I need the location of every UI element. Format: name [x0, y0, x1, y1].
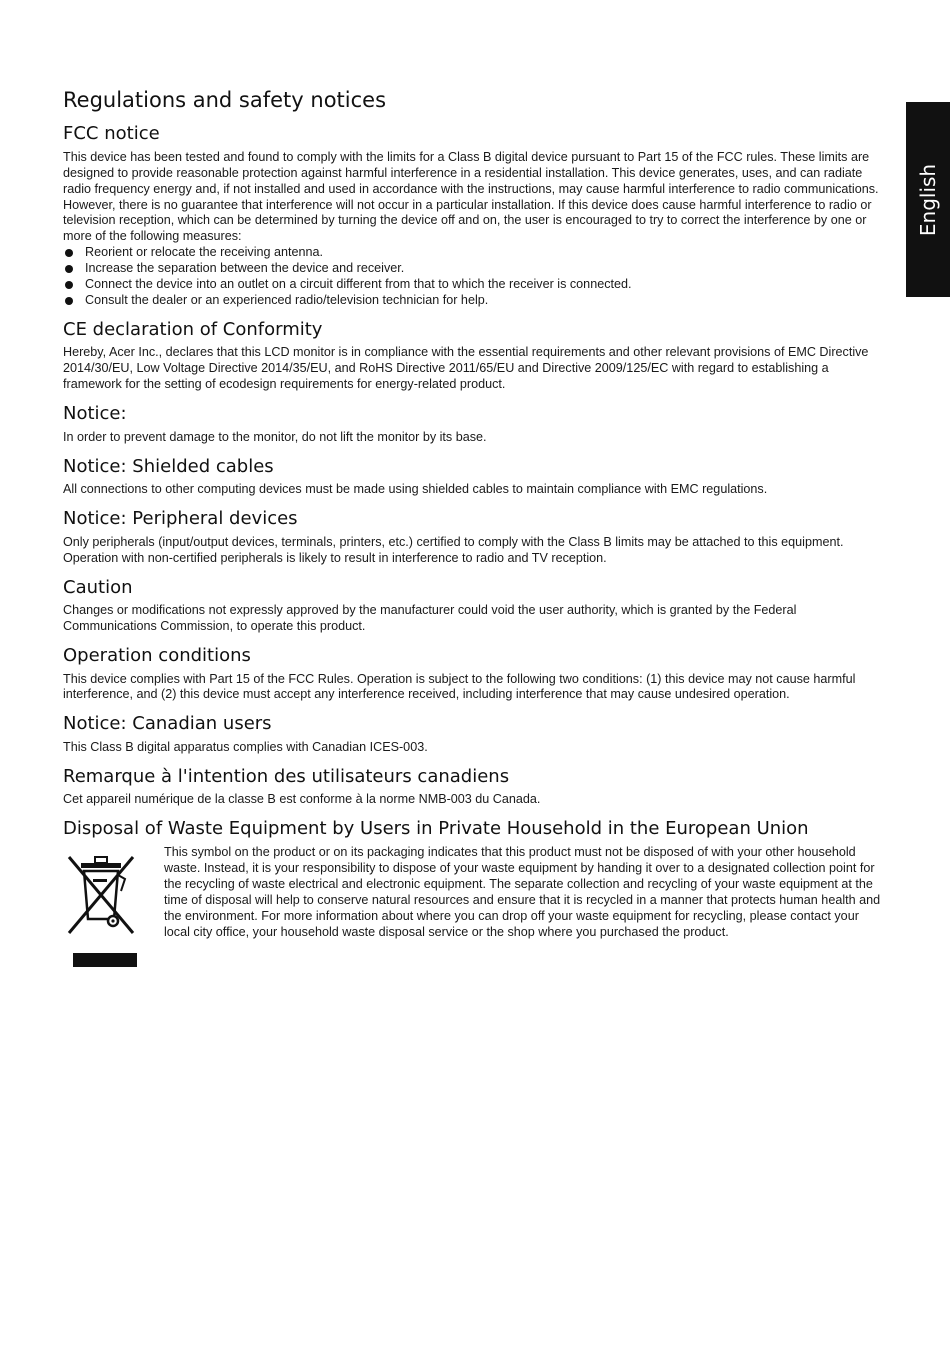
language-tab	[906, 102, 950, 297]
list-item-text: Reorient or relocate the receiving antenna.	[85, 245, 324, 260]
fcc-paragraph-2: However, there is no guarantee that interference will not occur in a particular installation. If this device does cause harmful interference to radio or television reception, which can be determined by turning the device off and on, the user is encouraged to try to correct the interference by one or more of the following measures:	[63, 197, 872, 244]
caution-heading: Caution	[63, 576, 133, 598]
operation-conditions-heading: Operation conditions	[63, 644, 251, 666]
remarque-heading: Remarque à l'intention des utilisateurs canadiens	[63, 765, 510, 787]
list-item	[63, 245, 885, 261]
bullet-icon	[65, 281, 73, 289]
shielded-cables-heading: Notice: Shielded cables	[63, 455, 274, 477]
peripheral-devices-text: Only peripherals (input/output devices, terminals, printers, etc.) certified to comply with the Class B limits may be attached to this equipment. Operation with non-certified peripherals is likely to result in interference to radio and TV reception.	[63, 534, 844, 565]
caution-text: Changes or modifications not expressly approved by the manufacturer could void the user authority, which is granted by the Federal Communications Commission, to operate this product.	[63, 603, 797, 634]
fcc-section	[63, 123, 885, 309]
remarque-section	[63, 766, 885, 809]
document-page	[63, 88, 885, 983]
list-item	[63, 293, 885, 309]
disposal-text-block	[164, 845, 885, 940]
crossed-out-wheelie-bin-icon	[63, 849, 163, 973]
fcc-paragraph-1: This device has been tested and found to comply with the limits for a Class B digital device pursuant to Part 15 of the FCC rules. These limits are designed to provide reasonable protection against harmful interference in a residential installation. This device generates, uses, and can radiate radio frequency energy and, if not installed and used in accordance with the instructions, may cause harmful interference to radio communications.	[63, 149, 879, 196]
list-item	[63, 277, 885, 293]
disposal-row	[63, 845, 885, 973]
bullet-icon	[65, 265, 73, 273]
ce-heading: CE declaration of Conformity	[63, 318, 323, 340]
notice-heading: Notice:	[63, 403, 127, 425]
page-title: Regulations and safety notices	[63, 88, 387, 112]
canadian-users-heading: Notice: Canadian users	[63, 713, 272, 735]
list-item-text: Consult the dealer or an experienced radio/television technician for help.	[85, 292, 489, 307]
peripheral-devices-section	[63, 508, 885, 566]
shielded-cables-section	[63, 456, 885, 499]
peripheral-devices-heading: Notice: Peripheral devices	[63, 508, 298, 530]
disposal-heading: Disposal of Waste Equipment by Users in Private Household in the European Union	[63, 818, 809, 840]
notice-text: In order to prevent damage to the monitor, do not lift the monitor by its base.	[63, 429, 487, 444]
fcc-heading: FCC notice	[63, 123, 160, 145]
ce-text: Hereby, Acer Inc., declares that this LCD monitor is in compliance with the essential requirements and other relevant provisions of EMC Directive 2014/30/EU, Low Voltage Directive 2014/35/EU, and RoHS Directive 2011/65/EU and Directive 2009/125/EC with regard to establishing a framework for the setting of ecodesign requirements for energy-related product.	[63, 345, 869, 392]
disposal-section	[63, 818, 885, 973]
list-item-text: Connect the device into an outlet on a circuit different from that to which the receiver is connected.	[85, 277, 632, 292]
bullet-icon	[65, 297, 73, 305]
disposal-text: This symbol on the product or on its packaging indicates that this product must not be disposed of with your other household waste. Instead, it is your responsibility to dispose of your waste equipment by handing it over to a designated collection point for the recycling of waste electrical and electronic equipment. The separate collection and recycling of your waste equipment at the time of disposal will help to conserve natural resources and ensure that it is recycled in a manner that protects human health and the environment. For more information about where you can drop off your waste equipment for recycling, please contact your local city office, your household waste disposal service or the shop where you purchased the product.	[164, 844, 881, 939]
canadian-users-text: This Class B digital apparatus complies with Canadian ICES-003.	[63, 739, 428, 754]
caution-section	[63, 577, 885, 635]
ce-section	[63, 319, 885, 393]
operation-conditions-text: This device complies with Part 15 of the FCC Rules. Operation is subject to the following two conditions: (1) this device may not cause harmful interference, and (2) this device must accept any interference received, including interference that may cause undesired operation.	[63, 671, 856, 702]
canadian-users-section	[63, 713, 885, 756]
operation-conditions-section	[63, 645, 885, 703]
list-item-text: Increase the separation between the device and receiver.	[85, 261, 405, 276]
notice-section	[63, 403, 885, 446]
language-tab-label: English	[916, 163, 940, 236]
list-item	[63, 261, 885, 277]
fcc-measures-list	[63, 245, 885, 309]
remarque-text: Cet appareil numérique de la classe B est conforme à la norme NMB-003 du Canada.	[63, 792, 541, 807]
shielded-cables-text: All connections to other computing devices must be made using shielded cables to maintain compliance with EMC regulations.	[63, 482, 768, 497]
bullet-icon	[65, 249, 73, 257]
